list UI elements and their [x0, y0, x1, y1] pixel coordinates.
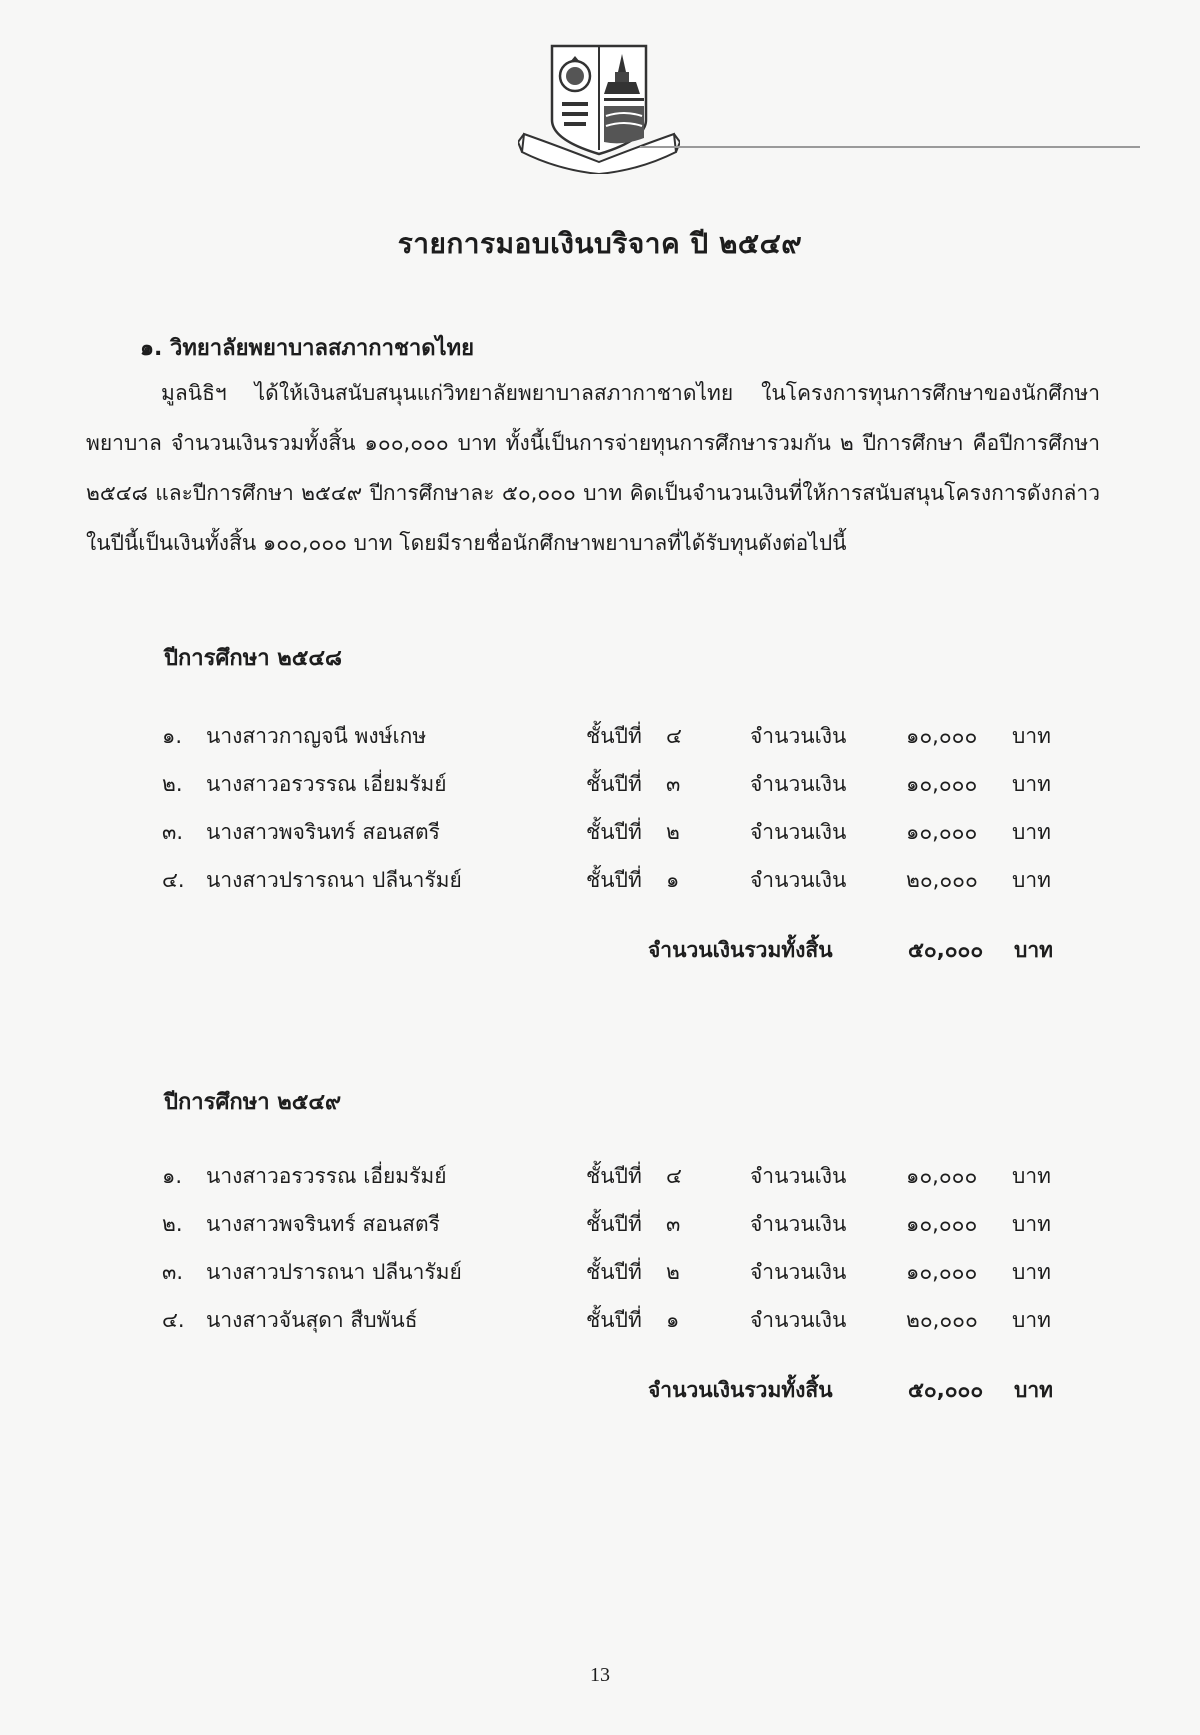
amount-label: จำนวนเงิน: [750, 1260, 847, 1284]
class-year: ๒: [666, 820, 680, 844]
currency: บาท: [1012, 1260, 1051, 1284]
total-row: [0, 934, 1200, 974]
currency: บาท: [1012, 1212, 1051, 1236]
row-number: ๑.: [162, 1164, 183, 1188]
currency: บาท: [1012, 772, 1051, 796]
amount: ๑๐,๐๐๐: [906, 724, 978, 748]
student-name: นางสาวอรวรรณ เอี่ยมรัมย์: [206, 1164, 447, 1188]
student-name: นางสาวปรารถนา ปลีนารัมย์: [206, 868, 462, 892]
total-label: จำนวนเงินรวมทั้งสิ้น: [648, 1378, 833, 1402]
amount-label: จำนวนเงิน: [750, 772, 847, 796]
row-number: ๓.: [162, 820, 184, 844]
year-heading: ปีการศึกษา ๒๕๔๙: [164, 1090, 342, 1115]
class-year-label: ชั้นปีที่: [586, 868, 642, 892]
row-number: ๒.: [162, 772, 183, 796]
student-name: นางสาวปรารถนา ปลีนารัมย์: [206, 1260, 462, 1284]
currency: บาท: [1012, 820, 1051, 844]
class-year-label: ชั้นปีที่: [586, 772, 642, 796]
class-year-label: ชั้นปีที่: [586, 1308, 642, 1332]
page-number: 13: [590, 1664, 610, 1686]
total-currency: บาท: [1014, 938, 1053, 962]
class-year-label: ชั้นปีที่: [586, 724, 642, 748]
amount: ๑๐,๐๐๐: [906, 772, 978, 796]
class-year-label: ชั้นปีที่: [586, 820, 642, 844]
section-heading: ๑. วิทยาลัยพยาบาลสภากาชาดไทย: [140, 336, 474, 361]
class-year-label: ชั้นปีที่: [586, 1260, 642, 1284]
amount: ๑๐,๐๐๐: [906, 1212, 978, 1236]
amount: ๑๐,๐๐๐: [906, 1260, 978, 1284]
amount-label: จำนวนเงิน: [750, 724, 847, 748]
document-title: รายการมอบเงินบริจาค ปี ๒๕๔๙: [397, 227, 803, 260]
grant-row: [0, 768, 1200, 816]
student-name: นางสาวพจรินทร์ สอนสตรี: [206, 1212, 440, 1236]
total-amount: ๕๐,๐๐๐: [908, 1378, 984, 1402]
amount: ๒๐,๐๐๐: [906, 1308, 978, 1332]
currency: บาท: [1012, 724, 1051, 748]
class-year: ๓: [666, 772, 681, 796]
class-year: ๔: [666, 1164, 682, 1188]
class-year-label: ชั้นปีที่: [586, 1164, 642, 1188]
student-name: นางสาวอรวรรณ เอี่ยมรัมย์: [206, 772, 447, 796]
amount-label: จำนวนเงิน: [750, 1212, 847, 1236]
student-name: นางสาวพจรินทร์ สอนสตรี: [206, 820, 440, 844]
row-number: ๔.: [162, 868, 185, 892]
class-year: ๓: [666, 1212, 681, 1236]
total-currency: บาท: [1014, 1378, 1053, 1402]
amount: ๒๐,๐๐๐: [906, 868, 978, 892]
grant-row: [0, 1304, 1200, 1352]
row-number: ๔.: [162, 1308, 185, 1332]
row-number: ๒.: [162, 1212, 183, 1236]
currency: บาท: [1012, 1164, 1051, 1188]
grant-row: [0, 864, 1200, 912]
student-name: นางสาวจันสุดา สืบพันธ์: [206, 1308, 418, 1332]
currency: บาท: [1012, 868, 1051, 892]
amount-label: จำนวนเงิน: [750, 868, 847, 892]
grant-row: [0, 1160, 1200, 1208]
grant-row: [0, 816, 1200, 864]
total-label: จำนวนเงินรวมทั้งสิ้น: [648, 938, 833, 962]
class-year: ๑: [666, 1308, 680, 1332]
amount: ๑๐,๐๐๐: [906, 820, 978, 844]
header-rule: [640, 146, 1140, 148]
total-row: [0, 1374, 1200, 1414]
grant-row: [0, 1256, 1200, 1304]
amount: ๑๐,๐๐๐: [906, 1164, 978, 1188]
foundation-crest-logo: [518, 42, 680, 174]
student-name: นางสาวกาญจนี พงษ์เกษ: [206, 724, 427, 748]
amount-label: จำนวนเงิน: [750, 820, 847, 844]
currency: บาท: [1012, 1308, 1051, 1332]
section-paragraph: มูลนิธิฯ ได้ให้เงินสนับสนุนแก่วิทยาลัยพยาบาลสภากาชาดไทย ในโครงการทุนการศึกษาของนักศึกษาพยาบาล จำนวนเงินรวมทั้งสิ้น ๑๐๐,๐๐๐ บาท ทั้งนี้เป็นการจ่ายทุนการศึกษารวมกัน ๒ ปีการศึกษา คือปีการศึกษา ๒๕๔๘ และปีการศึกษา ๒๕๔๙ ปีการศึกษาละ ๕๐,๐๐๐ บาท คิดเป็นจำนวนเงินที่ให้การสนับสนุนโครงการดังกล่าวในปีนี้เป็นเงินทั้งสิ้น ๑๐๐,๐๐๐ บาท โดยมีรายชื่อนักศึกษาพยาบาลที่ได้รับทุนดังต่อไปนี้: [86, 381, 1100, 555]
amount-label: จำนวนเงิน: [750, 1164, 847, 1188]
class-year: ๒: [666, 1260, 680, 1284]
row-number: ๓.: [162, 1260, 184, 1284]
year-heading: ปีการศึกษา ๒๕๔๘: [164, 646, 343, 671]
class-year: ๔: [666, 724, 682, 748]
class-year-label: ชั้นปีที่: [586, 1212, 642, 1236]
total-amount: ๕๐,๐๐๐: [908, 938, 984, 962]
amount-label: จำนวนเงิน: [750, 1308, 847, 1332]
class-year: ๑: [666, 868, 680, 892]
row-number: ๑.: [162, 724, 183, 748]
grant-row: [0, 720, 1200, 768]
grant-row: [0, 1208, 1200, 1256]
